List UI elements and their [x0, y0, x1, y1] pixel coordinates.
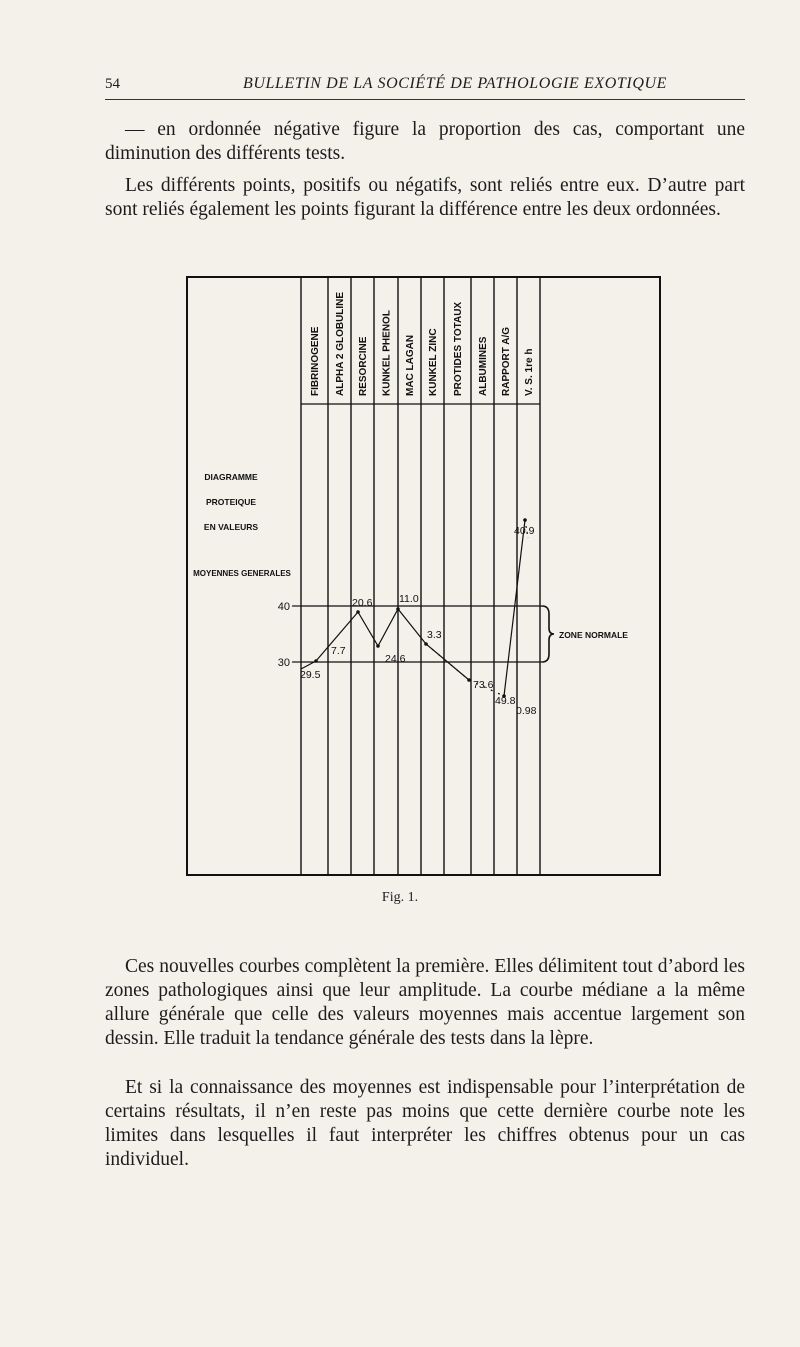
- point-label-9: 40.9: [514, 525, 535, 537]
- data-point-4: [424, 642, 428, 646]
- normal-zone-label: ZONE NORMALE: [559, 630, 628, 640]
- data-point-5: [467, 678, 471, 682]
- chart-title-block: [193, 472, 291, 578]
- column-label-0: FIBRINOGENE: [310, 326, 321, 396]
- paragraph-1: — en ordonnée négative figure la proportion des cas, comportant une diminution des différents tests.: [105, 119, 745, 164]
- paragraph-2: Les différents points, positifs ou négatifs, sont reliés entre eux. D’autre part sont reliés également les points figurant la différence entre les deux ordonnées.: [105, 175, 745, 220]
- data-point-7: [523, 518, 527, 522]
- point-label-5: 3.3: [427, 629, 442, 641]
- column-label-5: KUNKEL ZINC: [428, 328, 439, 396]
- column-label-3: KUNKEL PHENOL: [381, 310, 393, 396]
- point-label-3: 24.6: [385, 653, 406, 665]
- chart-title-line-1: DIAGRAMME: [204, 472, 258, 482]
- data-point-0: [314, 659, 318, 663]
- y-tick-label-30: 30: [277, 657, 290, 669]
- running-title: BULLETIN DE LA SOCIÉTÉ DE PATHOLOGIE EXOTIQUE: [242, 75, 668, 92]
- protein-diagram-figure: [186, 276, 661, 876]
- figure-caption: Fig. 1.: [381, 890, 419, 905]
- point-label-6: 73.6: [473, 679, 494, 691]
- normal-zone-brace: [542, 606, 554, 662]
- data-point-3: [396, 607, 400, 611]
- column-label-9: V. S. 1re h: [524, 348, 535, 396]
- chart-series: [300, 518, 537, 717]
- paragraph-3: Ces nouvelles courbes complètent la première. Elles délimitent tout d’abord les zones pathologiques ainsi que leur amplitude. La courbe médiane a la même allure générale que celle des valeurs moyennes mais accentue largement son dessin. Elle traduit la tendance générale des tests dans la lèpre.: [105, 956, 745, 1049]
- column-label-4: MAC LAGAN: [405, 334, 416, 396]
- point-label-7: 49.8: [495, 695, 516, 707]
- column-label-7: ALBUMINES: [478, 336, 489, 396]
- page-header: [105, 73, 745, 100]
- point-label-4: 11.0: [399, 593, 419, 605]
- column-label-6: PROTIDES TOTAUX: [453, 301, 464, 396]
- point-label-0: 29.5: [300, 669, 321, 681]
- column-label-1: ALPHA 2 GLOBULINE: [335, 291, 346, 396]
- chart-title-line-2: PROTEIQUE: [205, 497, 257, 507]
- column-label-8: RAPPORT A/G: [501, 326, 512, 396]
- point-label-1: 7.7: [331, 645, 346, 657]
- page-number: 54: [105, 76, 120, 92]
- point-label-8: 0.98: [516, 705, 537, 717]
- protein-diagram-chart: [186, 276, 661, 876]
- column-label-2: RESORCINE: [358, 336, 369, 396]
- chart-subtitle: MOYENNES GENERALES: [193, 569, 291, 578]
- normal-zone-marker: [542, 606, 628, 662]
- data-point-1: [356, 610, 360, 614]
- paragraph-4: Et si la connaissance des moyennes est indispensable pour l’interprétation de certains résultats, il n’en reste pas moins que cette dernière courbe note les limites dans lesquelles il faut interpréter les chiffres obtenus pour un cas individuel.: [105, 1077, 745, 1170]
- point-label-2: 20.6: [352, 597, 373, 609]
- data-point-2: [376, 644, 380, 648]
- chart-title-line-3: EN VALEURS: [203, 522, 259, 532]
- y-tick-label-40: 40: [277, 601, 290, 613]
- chart-columns: [301, 277, 540, 875]
- curve-rise: [504, 520, 525, 696]
